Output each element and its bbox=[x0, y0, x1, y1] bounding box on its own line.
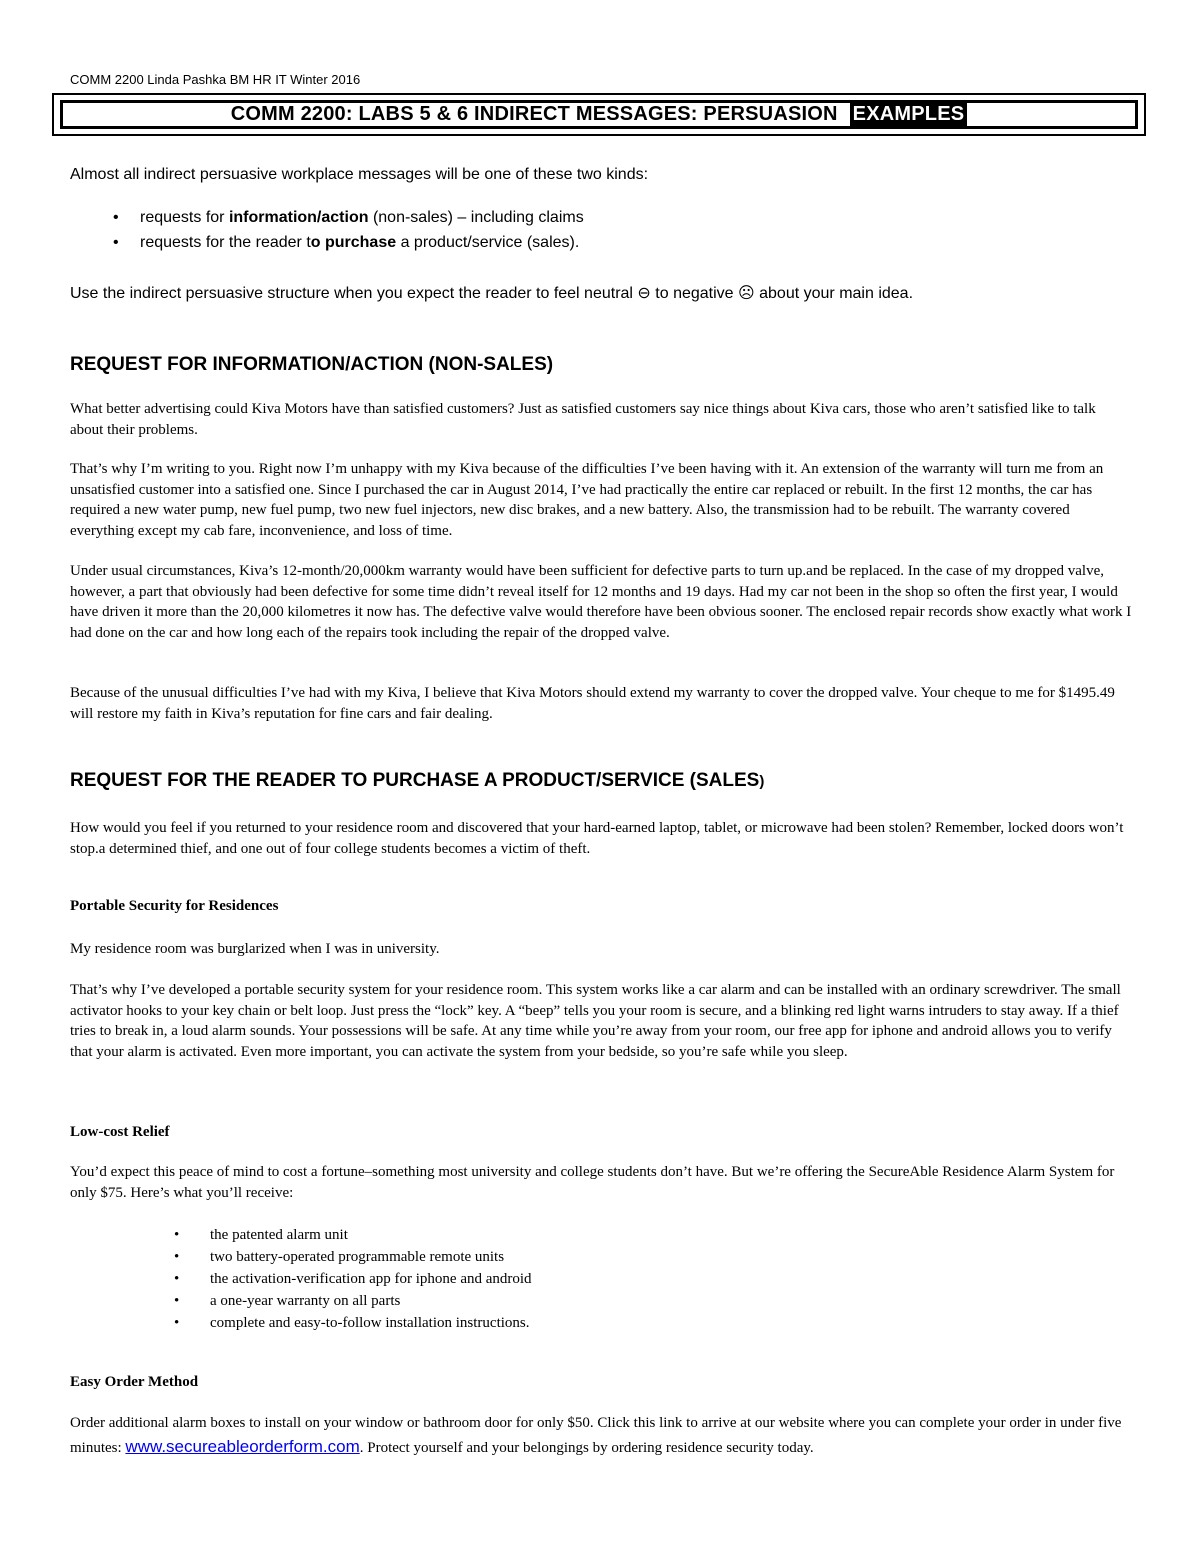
bullet-2-text: requests for the reader to purchase a product/service (sales). bbox=[140, 234, 580, 251]
non-sales-paragraph-3: Under usual circumstances, Kiva’s 12-month/20,000km warranty would have been sufficient for defective parts to turn up.and be replaced. In the case of my dropped valve, however, a part that obviously had been defective for some time didn’t reveal itself for 12 months and 19 days. Had my car not been in the shop so often the first year, I would have driven it more than the 20,000 kilometres it now has. The defective valve would therefore have been obvious sooner. The enclosed repair records show exactly what work I had done on the car and how long each of the repairs took including the repair of the dropped valve. bbox=[70, 563, 1132, 641]
sales-paragraph-system: That’s why I’ve developed a portable security system for your residence room. This system works like a car alarm and can be installed with an ordinary screwdriver. The small activator hooks to your key chain or belt loop. Just press the “lock” key. A “beep” tells you your room is secure, and a blinking red light warns intruders to stay away. If a thief tries to break in, a loud alarm sounds. Your possessions will be safe. At any time while you’re away from your room, our free app for iphone and android allows you to verify that your alarm is activated. Even more important, you can activate the system from your bedside, so you’re safe while you sleep. bbox=[70, 982, 1121, 1060]
bullet-icon: • bbox=[174, 1315, 180, 1331]
non-sales-paragraph-4: Because of the unusual difficulties I’ve had with my Kiva, I believe that Kiva Motors should extend my warranty to cover the dropped valve. Your cheque to me for $1495.49 will restore my faith in Kiva’s reputation for fine cars and fair dealing. bbox=[70, 685, 1115, 722]
sales-paragraph-offer: You’d expect this peace of mind to cost a fortune–something most university and college students don’t have. But we’re offering the SecureAble Residence Alarm System for only $75. Here’s what you’ll receive: bbox=[70, 1164, 1115, 1201]
list-item: • two battery-operated programmable remote units bbox=[70, 1246, 532, 1268]
intro-bullet-2 bbox=[70, 234, 579, 252]
subheading-easy-order: Easy Order Method bbox=[70, 1374, 199, 1390]
intro-bullet-1 bbox=[70, 209, 584, 227]
sales-opening-paragraph: How would you feel if you returned to your residence room and discovered that your hard-earned laptop, tablet, or microwave had been stolen? Remember, locked doors won’t stop.a determined thief, and one out of four college students becomes a victim of theft. bbox=[70, 820, 1124, 857]
bullet-icon: • bbox=[174, 1249, 180, 1265]
bullet-icon: • bbox=[113, 234, 119, 251]
list-item: • the activation-verification app for iphone and android bbox=[70, 1268, 532, 1290]
sad-face-icon: ☹ bbox=[738, 285, 755, 302]
subheading-low-cost: Low-cost Relief bbox=[70, 1124, 170, 1140]
page-title: COMM 2200: LABS 5 & 6 INDIRECT MESSAGES: PERSUASION bbox=[230, 103, 838, 125]
list-item: • complete and easy-to-follow installation instructions. bbox=[70, 1312, 532, 1334]
non-sales-paragraph-1: What better advertising could Kiva Motors have than satisfied customers? Just as satisfied customers say nice things about Kiva cars, those who aren’t satisfied like to talk about their problems. bbox=[70, 401, 1096, 438]
sales-paragraph-order: Order additional alarm boxes to install on your window or bathroom door for only $50. Click this link to arrive at our website where you can complete your order in under five minutes: www.secureableorderform.com. Protect yourself and your belongings by ordering residence security today. bbox=[70, 1415, 1122, 1456]
course-header: COMM 2200 Linda Pashka BM HR IT Winter 2016 bbox=[70, 72, 361, 87]
list-item: • a one-year warranty on all parts bbox=[70, 1290, 532, 1312]
list-item: • the patented alarm unit bbox=[70, 1224, 532, 1246]
section-heading-sales: REQUEST FOR THE READER TO PURCHASE A PRODUCT/SERVICE (SALES) bbox=[70, 770, 765, 791]
bullet-1-text: requests for information/action (non-sales) – including claims bbox=[140, 209, 584, 226]
section-heading-non-sales: REQUEST FOR INFORMATION/ACTION (NON-SALES) bbox=[70, 354, 554, 375]
order-form-link[interactable]: www.secureableorderform.com bbox=[125, 1437, 360, 1456]
bullet-icon: • bbox=[113, 209, 119, 226]
bullet-icon: • bbox=[174, 1227, 180, 1243]
bullet-icon: • bbox=[174, 1293, 180, 1309]
subheading-portable-security: Portable Security for Residences bbox=[70, 898, 279, 914]
bullet-icon: • bbox=[174, 1271, 180, 1287]
title-box bbox=[52, 93, 1146, 136]
intro-text: Almost all indirect persuasive workplace messages will be one of these two kinds: bbox=[70, 166, 649, 183]
offer-item-list bbox=[70, 1224, 532, 1334]
non-sales-paragraph-2: That’s why I’m writing to you. Right now I’m unhappy with my Kiva because of the difficulties I’ve been having with it. An extension of the warranty will turn me from an unsatisfied customer into a satisfied one. Since I purchased the car in August 2014, I’ve had practically the entire car replaced or rebuilt. In the first 12 months, the car has required a new water pump, new fuel pump, two new fuel injectors, new disc brakes, and a new battery. Also, the transmission had to be rebuilt. The warranty covered everything except my cab fare, inconvenience, and loss of time. bbox=[70, 461, 1104, 539]
title-badge: EXAMPLES bbox=[850, 103, 968, 126]
title-box-inner bbox=[60, 100, 1138, 129]
usage-guideline: Use the indirect persuasive structure when you expect the reader to feel neutral ⊖ to negative ☹ about your main idea. bbox=[70, 285, 914, 302]
sales-paragraph-burglarized: My residence room was burglarized when I was in university. bbox=[70, 941, 440, 957]
neutral-face-icon: ⊖ bbox=[637, 285, 651, 302]
